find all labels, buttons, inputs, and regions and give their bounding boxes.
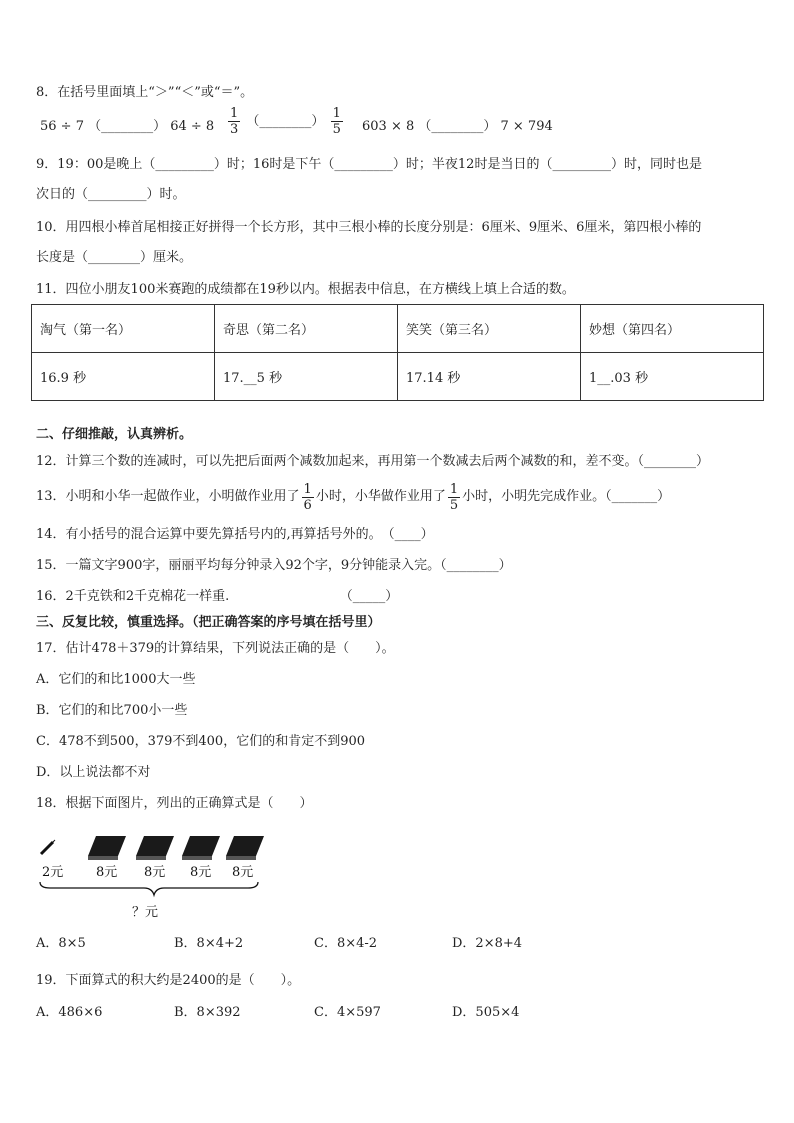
q14: 14．有小括号的混合运算中要先算括号内的,再算括号外的。 （____）: [36, 527, 434, 542]
total-brace: [40, 882, 258, 895]
book-price-label: 8元: [232, 865, 254, 880]
table-header-cell: 妙想（第四名）: [581, 305, 764, 353]
table-cell: 17.__5 秒: [215, 353, 398, 401]
q12: 12．计算三个数的连减时，可以先把后面两个减数加起来，再用第一个数减去后两个减数的和，差不变。（________）: [36, 454, 710, 469]
q19-option-a: A．486×6: [36, 1005, 103, 1020]
q18-option-b: B．8×4+2: [174, 936, 244, 951]
book-price-label: 8元: [96, 865, 118, 880]
book-price-label: 8元: [144, 865, 166, 880]
q10-line2: 长度是（________）厘米。: [36, 250, 193, 265]
q19-option-b: B．8×392: [174, 1005, 241, 1020]
q15: 15．一篇文字900字，丽丽平均每分钟录入92个字，9分钟能录入完。（________）: [36, 558, 512, 573]
q10-line1: 10．用四根小棒首尾相接正好拼得一个长方形，其中三根小棒的长度分别是：6厘米、9厘米、6厘米，第四根小棒的: [36, 220, 702, 235]
table-cell: 17.14 秒: [398, 353, 581, 401]
q18-option-a: A．8×5: [36, 936, 86, 951]
pen-price-label: 2元: [42, 865, 64, 880]
table-row: [32, 353, 764, 401]
book-icon: [136, 836, 174, 860]
table-header-cell: 奇思（第二名）: [215, 305, 398, 353]
q17-option-c: C．478不到500，379不到400，它们的和肯定不到900: [36, 734, 366, 749]
q8-item-c: 603 × 8 （________） 7 × 794: [362, 119, 553, 134]
table-cell: 1__.03 秒: [581, 353, 764, 401]
q8-stem: 8．在括号里面填上“＞”“＜”或“＝”。: [36, 85, 254, 100]
q16: 16．2千克铁和2千克棉花一样重. （_____）: [36, 589, 399, 604]
q13: 13．小明和小华一起做作业，小明做作业用了 $\frac{1}{6}$ 小时，小华做作业用了 $\frac{1}{5}$ 小时，小明先完成作业。（_______）: [36, 481, 671, 513]
book-icon: [182, 836, 220, 860]
q17: 17．估计478＋379的计算结果，下列说法正确的是（ ）。: [36, 641, 395, 656]
q17-option-b: B．它们的和比700小一些: [36, 703, 188, 718]
book-icon: [88, 836, 126, 860]
table-header-row: [32, 305, 764, 353]
q18-option-d: D．2×8+4: [452, 936, 523, 951]
table-header-cell: 笑笑（第三名）: [398, 305, 581, 353]
q19-option-c: C．4×597: [314, 1005, 381, 1020]
q18-option-c: C．8×4-2: [314, 936, 378, 951]
fraction-one-fifth: $\frac{1}{5}$: [332, 106, 341, 137]
race-results-table: [31, 304, 764, 401]
pen-icon: [41, 840, 55, 854]
q17-option-a: A．它们的和比1000大一些: [36, 672, 196, 687]
q8-item-a: 56 ÷ 7 （________） 64 ÷ 8: [40, 119, 215, 134]
book-icon: [226, 836, 264, 860]
fraction-one-sixth: $\frac{1}{6}$: [303, 481, 312, 513]
pen-and-books-picture: [36, 828, 276, 924]
q19: 19．下面算式的积大约是2400的是（ ）。: [36, 973, 301, 988]
q17-option-d: D．以上说法都不对: [36, 765, 151, 780]
q8-item-b: $\frac{1}{3}$ （________） $\frac{1}{5}$: [230, 106, 341, 137]
q18: 18．根据下面图片，列出的正确算式是（ ）: [36, 796, 313, 811]
section2-title: 二、仔细推敲，认真辨析。: [36, 427, 193, 442]
q11-stem: 11．四位小朋友100米赛跑的成绩都在19秒以内。根据表中信息，在方横线上填上合适的数。: [36, 282, 575, 297]
section3-title: 三、反复比较，慎重选择。（把正确答案的序号填在括号里）: [36, 615, 381, 630]
q19-option-d: D．505×4: [452, 1005, 520, 1020]
book-price-label: 8元: [190, 865, 212, 880]
table-header-cell: 淘气（第一名）: [32, 305, 215, 353]
fraction-one-third: $\frac{1}{3}$: [230, 106, 239, 137]
q9-line2: 次日的（_________）时。: [36, 187, 186, 202]
q9-line1: 9．19：00是晚上（_________）时；16时是下午（_________）时；半夜12时是当日的（_________）时，同时也是: [36, 157, 702, 172]
total-price-label: ？元: [132, 905, 159, 920]
table-cell: 16.9 秒: [32, 353, 215, 401]
q8-items: [36, 106, 576, 152]
fraction-one-fifth: $\frac{1}{5}$: [449, 481, 459, 513]
